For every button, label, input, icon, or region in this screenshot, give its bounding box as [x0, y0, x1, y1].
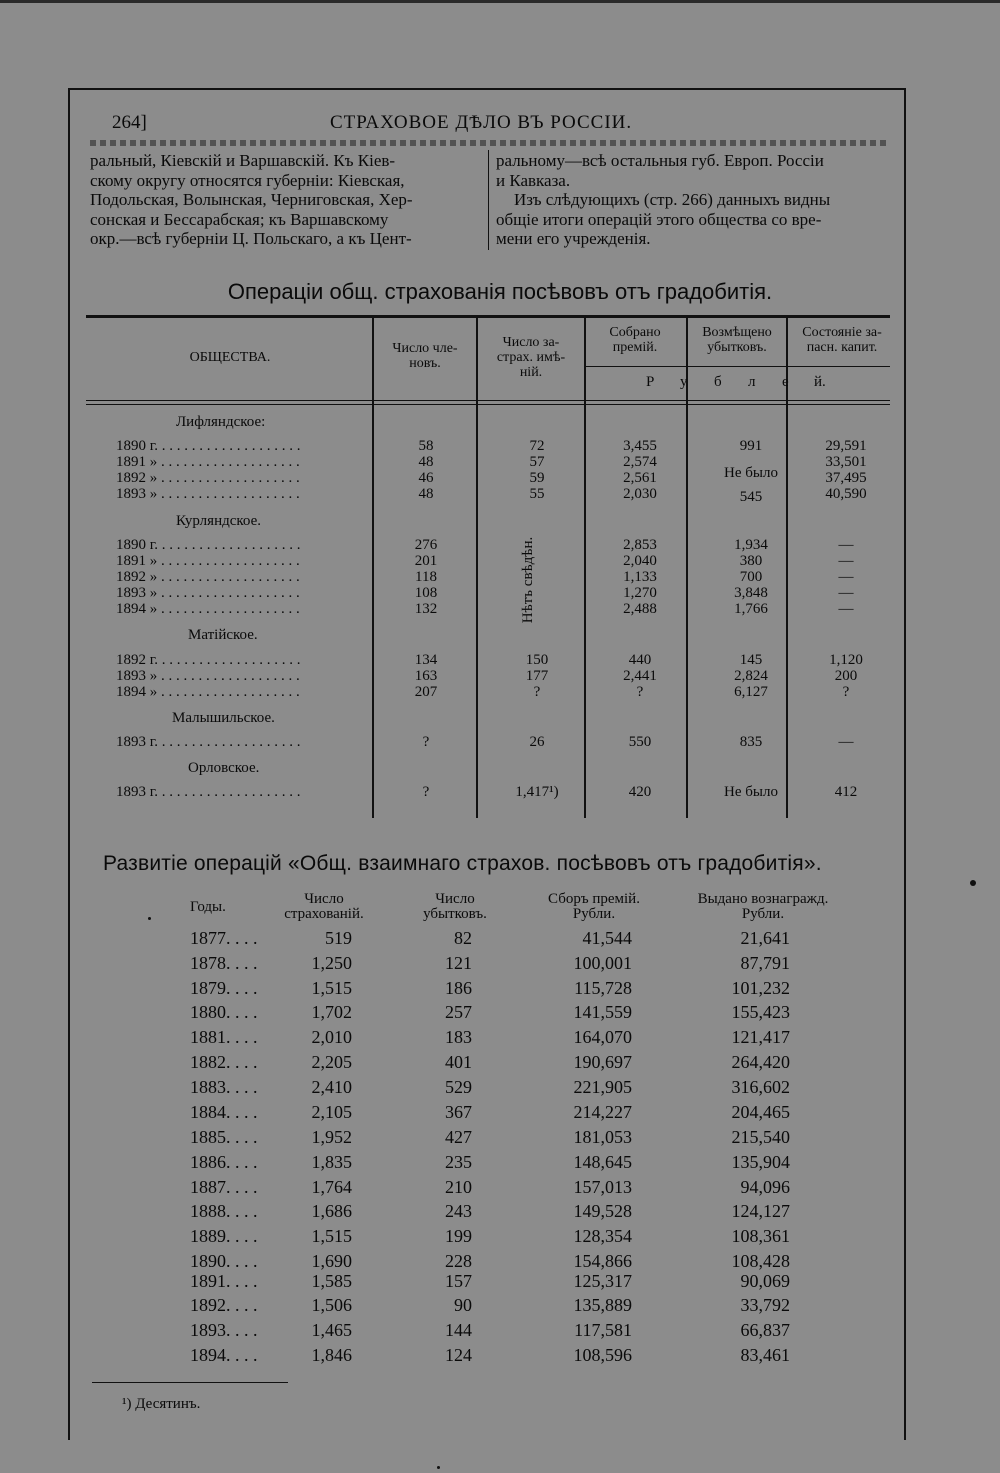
- header-line: убытковъ.: [423, 906, 487, 922]
- header-capital: Состояніе за- пасн. капит.: [802, 325, 882, 355]
- cell-premiums: 2,488: [623, 601, 657, 617]
- cell-capital: —: [838, 553, 854, 569]
- cell-premiums: 181,053: [573, 1127, 632, 1147]
- cell-paid: 155,423: [731, 1002, 790, 1022]
- row-year: 1894 » . . . . . . . . . . . . . . . . . . .: [116, 601, 300, 617]
- cell-premiums: 41,544: [582, 928, 632, 948]
- group-label: Матійское.: [188, 627, 258, 643]
- cell-capital: —: [838, 734, 854, 750]
- cell-compensated: 700: [739, 569, 763, 585]
- margin-speck: [437, 1466, 440, 1469]
- print-speck: [148, 917, 151, 920]
- header-line: страхованій.: [284, 906, 364, 922]
- cell-members: ?: [422, 784, 430, 800]
- cell-losses: 157: [445, 1271, 472, 1291]
- header-line: Число: [435, 891, 475, 907]
- header-premiums: Собрано премій.: [609, 325, 661, 355]
- cell-year: 1891. . . .: [190, 1271, 258, 1291]
- cell-losses: 243: [445, 1201, 472, 1221]
- cell-compensated: 145: [739, 652, 763, 668]
- cell-premiums: 214,227: [573, 1102, 632, 1122]
- cell-compensated: 991: [739, 438, 763, 454]
- cell-capital: 40,590: [825, 486, 867, 502]
- header-line: Рубли.: [572, 906, 616, 922]
- cell-paid: 21,641: [740, 928, 790, 948]
- page-number: 264]: [112, 112, 147, 133]
- cell-members: 48: [418, 486, 434, 502]
- header-line: Выдано вознагражд.: [697, 891, 829, 907]
- cell-paid: 215,540: [731, 1127, 790, 1147]
- text-line: и Кавказа.: [496, 170, 571, 190]
- cell-year: 1882. . . .: [190, 1052, 258, 1072]
- cell-members: 201: [414, 553, 438, 569]
- cell-members: 58: [418, 438, 434, 454]
- cell-losses: 228: [445, 1251, 472, 1271]
- cell-paid: 204,465: [731, 1102, 790, 1122]
- cell-insured: ?: [533, 684, 541, 700]
- cell-members: 276: [414, 537, 438, 553]
- no-data-vertical: Нѣтъ свѣдѣн.: [520, 536, 536, 624]
- cell-losses: 235: [445, 1152, 472, 1172]
- row-year: 1893 » . . . . . . . . . . . . . . . . . . .: [116, 486, 300, 502]
- cell-premiums: 154,866: [573, 1251, 632, 1271]
- cell-premiums: 3,455: [623, 438, 657, 454]
- cell-compensated-span: Не было: [724, 465, 778, 481]
- cell-paid: 83,461: [740, 1345, 790, 1365]
- cell-insurances: 1,835: [311, 1152, 352, 1172]
- cell-losses: 529: [445, 1077, 472, 1097]
- cell-year: 1879. . . .: [190, 978, 258, 998]
- cell-premiums: 2,030: [623, 486, 657, 502]
- cell-paid: 33,792: [740, 1295, 790, 1315]
- text-line: общіе итоги операцій этого общества со вре-: [496, 209, 822, 229]
- row-year: 1891 » . . . . . . . . . . . . . . . . . . .: [116, 454, 300, 470]
- cell-members: 207: [414, 684, 438, 700]
- cell-paid: 87,791: [740, 953, 790, 973]
- cell-premiums: 141,559: [573, 1002, 632, 1022]
- cell-year: 1887. . . .: [190, 1177, 258, 1197]
- text-line: сонская и Бессарабская; къ Варшавскому: [90, 209, 389, 229]
- cell-compensated: 1,766: [734, 601, 768, 617]
- footnote: ¹) Десятинъ.: [122, 1396, 201, 1412]
- cell-capital: —: [838, 537, 854, 553]
- text-line: ральный, Кіевскій и Варшавскій. Къ Кіев-: [90, 151, 396, 170]
- header-insurances: [272, 892, 376, 922]
- cell-members: 118: [415, 569, 437, 585]
- rubles-letter: у: [680, 374, 688, 390]
- cell-insurances: 1,515: [311, 978, 352, 998]
- cell-capital: 37,495: [825, 470, 867, 486]
- cell-losses: 183: [445, 1027, 472, 1047]
- row-year: 1890 г. . . . . . . . . . . . . . . . . . . .: [116, 537, 301, 553]
- cell-insurances: 1,686: [311, 1201, 352, 1221]
- cell-premiums: 115,728: [574, 978, 632, 998]
- cell-paid: 316,602: [731, 1077, 790, 1097]
- cell-compensated: 1,934: [734, 537, 768, 553]
- row-year: 1892 г. . . . . . . . . . . . . . . . . . . .: [116, 652, 301, 668]
- header-compensated: Возмѣщено убытковъ.: [702, 325, 772, 355]
- cell-insured: 1,417¹): [515, 784, 559, 800]
- cell-insurances: 1,846: [311, 1345, 352, 1365]
- cell-year: 1884. . . .: [190, 1102, 258, 1122]
- running-title: СТРАХОВОЕ ДѢЛО ВЪ РОССІИ.: [330, 112, 633, 133]
- cell-capital: 412: [834, 784, 858, 800]
- cell-premiums: 550: [628, 734, 652, 750]
- cell-premiums: 221,905: [573, 1077, 632, 1097]
- cell-premiums: 164,070: [573, 1027, 632, 1047]
- cell-insurances: 1,952: [311, 1127, 352, 1147]
- cell-members: 163: [414, 668, 438, 684]
- row-year: 1892 » . . . . . . . . . . . . . . . . . . .: [116, 470, 300, 486]
- cell-paid: 101,232: [731, 978, 790, 998]
- cell-losses: 401: [445, 1052, 472, 1072]
- cell-year: 1878. . . .: [190, 953, 258, 973]
- cell-compensated: 380: [739, 553, 763, 569]
- cell-premiums: 157,013: [573, 1177, 632, 1197]
- text-line: ральному—всѣ остальныя губ. Европ. Россіи: [496, 151, 824, 170]
- cell-insured: 150: [525, 652, 549, 668]
- cell-insurances: 1,515: [311, 1226, 352, 1246]
- cell-losses: 144: [445, 1320, 472, 1340]
- rubles-letter: Р: [646, 374, 655, 390]
- cell-insured: 72: [529, 438, 545, 454]
- cell-premiums: 420: [628, 784, 652, 800]
- cell-year: 1877. . . .: [190, 928, 258, 948]
- rubles-letter: е: [782, 374, 789, 390]
- cell-year: 1888. . . .: [190, 1201, 258, 1221]
- cell-year: 1881. . . .: [190, 1027, 258, 1047]
- header-members: Число чле- новъ.: [392, 341, 458, 371]
- cell-insured: 55: [529, 486, 545, 502]
- cell-losses: 82: [454, 928, 472, 948]
- row-year: 1893 г. . . . . . . . . . . . . . . . . . . .: [116, 784, 301, 800]
- cell-capital: —: [838, 569, 854, 585]
- cell-year: 1893. . . .: [190, 1320, 258, 1340]
- cell-losses: 257: [445, 1002, 472, 1022]
- cell-losses: 90: [454, 1295, 472, 1315]
- cell-insured: 177: [525, 668, 549, 684]
- cell-paid: 66,837: [740, 1320, 790, 1340]
- cell-compensated: Не было: [724, 784, 778, 800]
- footnote-rule: [92, 1382, 288, 1383]
- row-year: 1891 » . . . . . . . . . . . . . . . . . . .: [116, 553, 300, 569]
- cell-premiums: 1,270: [623, 585, 657, 601]
- row-year: 1892 » . . . . . . . . . . . . . . . . . . .: [116, 569, 300, 585]
- cell-insurances: 1,764: [311, 1177, 352, 1197]
- header-premiums-collected: [532, 892, 656, 922]
- ornamental-rule: [90, 140, 890, 146]
- column-divider: [488, 150, 489, 250]
- cell-members: 108: [414, 585, 438, 601]
- cell-premiums: 2,574: [623, 454, 657, 470]
- header-compensation-paid: [680, 892, 846, 922]
- cell-premiums: 149,528: [573, 1201, 632, 1221]
- cell-insurances: 1,702: [311, 1002, 352, 1022]
- cell-insured: 59: [529, 470, 545, 486]
- rubles-letter: й.: [814, 374, 826, 390]
- group-label: Курляндское.: [176, 513, 261, 529]
- row-year: 1893 » . . . . . . . . . . . . . . . . . . .: [116, 668, 300, 684]
- cell-year: 1886. . . .: [190, 1152, 258, 1172]
- cell-insurances: 519: [325, 928, 352, 948]
- cell-compensated: 6,127: [734, 684, 768, 700]
- cell-paid: 94,096: [740, 1177, 790, 1197]
- intro-left-column: [90, 151, 482, 249]
- text-line: Подольская, Волынская, Черниговская, Хер-: [90, 190, 413, 210]
- cell-insurances: 1,585: [311, 1271, 352, 1291]
- header-losses: [410, 892, 500, 922]
- rubles-letter: л: [748, 374, 756, 390]
- cell-losses: 124: [445, 1345, 472, 1365]
- cell-year: 1894. . . .: [190, 1345, 258, 1365]
- header-societies: ОБЩЕСТВА.: [189, 350, 271, 365]
- cell-members: 48: [418, 454, 434, 470]
- cell-members: 46: [418, 470, 434, 486]
- cell-insurances: 1,506: [311, 1295, 352, 1315]
- cell-losses: 199: [445, 1226, 472, 1246]
- group-label: Малышильское.: [172, 710, 275, 726]
- cell-premiums: 148,645: [573, 1152, 632, 1172]
- cell-capital: 200: [834, 668, 858, 684]
- cell-premiums: 1,133: [623, 569, 657, 585]
- table1-col-rule: [476, 318, 478, 818]
- cell-premiums: 440: [628, 652, 652, 668]
- cell-premiums: 2,441: [623, 668, 657, 684]
- cell-year: 1880. . . .: [190, 1002, 258, 1022]
- cell-premiums: 2,853: [623, 537, 657, 553]
- cell-year: 1892. . . .: [190, 1295, 258, 1315]
- group-label: Орловское.: [188, 760, 260, 776]
- cell-premiums: 2,561: [623, 470, 657, 486]
- cell-insurances: 1,465: [311, 1320, 352, 1340]
- cell-members: ?: [422, 734, 430, 750]
- intro-right-column: [496, 151, 894, 249]
- cell-capital: ?: [842, 684, 850, 700]
- cell-year: 1889. . . .: [190, 1226, 258, 1246]
- cell-insured: 57: [529, 454, 545, 470]
- row-year: 1893 » . . . . . . . . . . . . . . . . . . .: [116, 585, 300, 601]
- row-year: 1894 » . . . . . . . . . . . . . . . . . . .: [116, 684, 300, 700]
- cell-capital: 29,591: [825, 438, 867, 454]
- cell-insurances: 2,410: [311, 1077, 352, 1097]
- header-line: Сборъ премій.: [548, 891, 640, 907]
- cell-premiums: 135,889: [573, 1295, 632, 1315]
- margin-speck: [970, 880, 976, 886]
- cell-premiums: ?: [636, 684, 644, 700]
- table1-top-rule: [86, 315, 890, 318]
- cell-paid: 135,904: [731, 1152, 790, 1172]
- cell-insurances: 2,010: [311, 1027, 352, 1047]
- cell-compensated: 835: [739, 734, 763, 750]
- cell-paid: 90,069: [740, 1271, 790, 1291]
- cell-year: 1885. . . .: [190, 1127, 258, 1147]
- cell-year: 1890. . . .: [190, 1251, 258, 1271]
- cell-premiums: 125,317: [573, 1271, 632, 1291]
- cell-insurances: 2,205: [311, 1052, 352, 1072]
- cell-paid: 124,127: [731, 1201, 790, 1221]
- cell-capital: —: [838, 601, 854, 617]
- cell-paid: 121,417: [731, 1027, 790, 1047]
- cell-members: 132: [414, 601, 438, 617]
- cell-paid: 108,428: [731, 1251, 790, 1271]
- cell-losses: 367: [445, 1102, 472, 1122]
- cell-insurances: 1,690: [311, 1251, 352, 1271]
- cell-losses: 121: [445, 953, 472, 973]
- cell-insurances: 2,105: [311, 1102, 352, 1122]
- cell-losses: 210: [445, 1177, 472, 1197]
- cell-compensated: 545: [739, 489, 763, 505]
- cell-premiums: 117,581: [574, 1320, 632, 1340]
- cell-premiums: 128,354: [573, 1226, 632, 1246]
- header-line: Число: [304, 891, 344, 907]
- cell-insurances: 1,250: [311, 953, 352, 973]
- header-line: Рубли.: [741, 906, 785, 922]
- cell-paid: 264,420: [731, 1052, 790, 1072]
- table1-head-rule-2: [86, 404, 890, 405]
- scan-top-edge: [0, 0, 1000, 3]
- group-label: Лифляндское:: [176, 414, 266, 430]
- rubles-letter: б: [714, 374, 722, 390]
- cell-insured: 26: [529, 734, 545, 750]
- cell-premiums: 2,040: [623, 553, 657, 569]
- cell-members: 134: [414, 652, 438, 668]
- cell-capital: 1,120: [829, 652, 863, 668]
- text-line: Изъ слѣдующихъ (стр. 266) данныхъ видны: [514, 190, 831, 210]
- text-line: окр.—всѣ губерніи Ц. Польскаго, а къ Цент-: [90, 229, 412, 249]
- text-line: мени его учрежденія.: [496, 229, 651, 249]
- header-years: Годы.: [190, 899, 226, 915]
- table1-col-rule: [372, 318, 374, 818]
- cell-losses: 186: [445, 978, 472, 998]
- table1-head-rule: [86, 400, 890, 401]
- cell-year: 1883. . . .: [190, 1077, 258, 1097]
- cell-premiums: 190,697: [573, 1052, 632, 1072]
- cell-compensated: 3,848: [734, 585, 768, 601]
- text-line: скому округу относятся губерніи: Кіевская,: [90, 170, 405, 190]
- table2-title: Развитіе операцій «Общ. взаимнаго страхов. посѣвовъ отъ градобитія».: [103, 852, 822, 875]
- header-insured: Число за- страх. имѣ- ній.: [496, 335, 566, 380]
- cell-premiums: 108,596: [573, 1345, 632, 1365]
- cell-paid: 108,361: [731, 1226, 790, 1246]
- cell-capital: —: [838, 585, 854, 601]
- table1-sub-rule: [586, 366, 890, 367]
- row-year: 1893 г. . . . . . . . . . . . . . . . . . . .: [116, 734, 301, 750]
- cell-premiums: 100,001: [573, 953, 632, 973]
- cell-compensated: 2,824: [734, 668, 768, 684]
- row-year: 1890 г. . . . . . . . . . . . . . . . . . . .: [116, 438, 301, 454]
- table1-title: Операціи общ. страхованія посѣвовъ отъ градобитія.: [227, 279, 773, 304]
- cell-losses: 427: [445, 1127, 472, 1147]
- cell-capital: 33,501: [825, 454, 867, 470]
